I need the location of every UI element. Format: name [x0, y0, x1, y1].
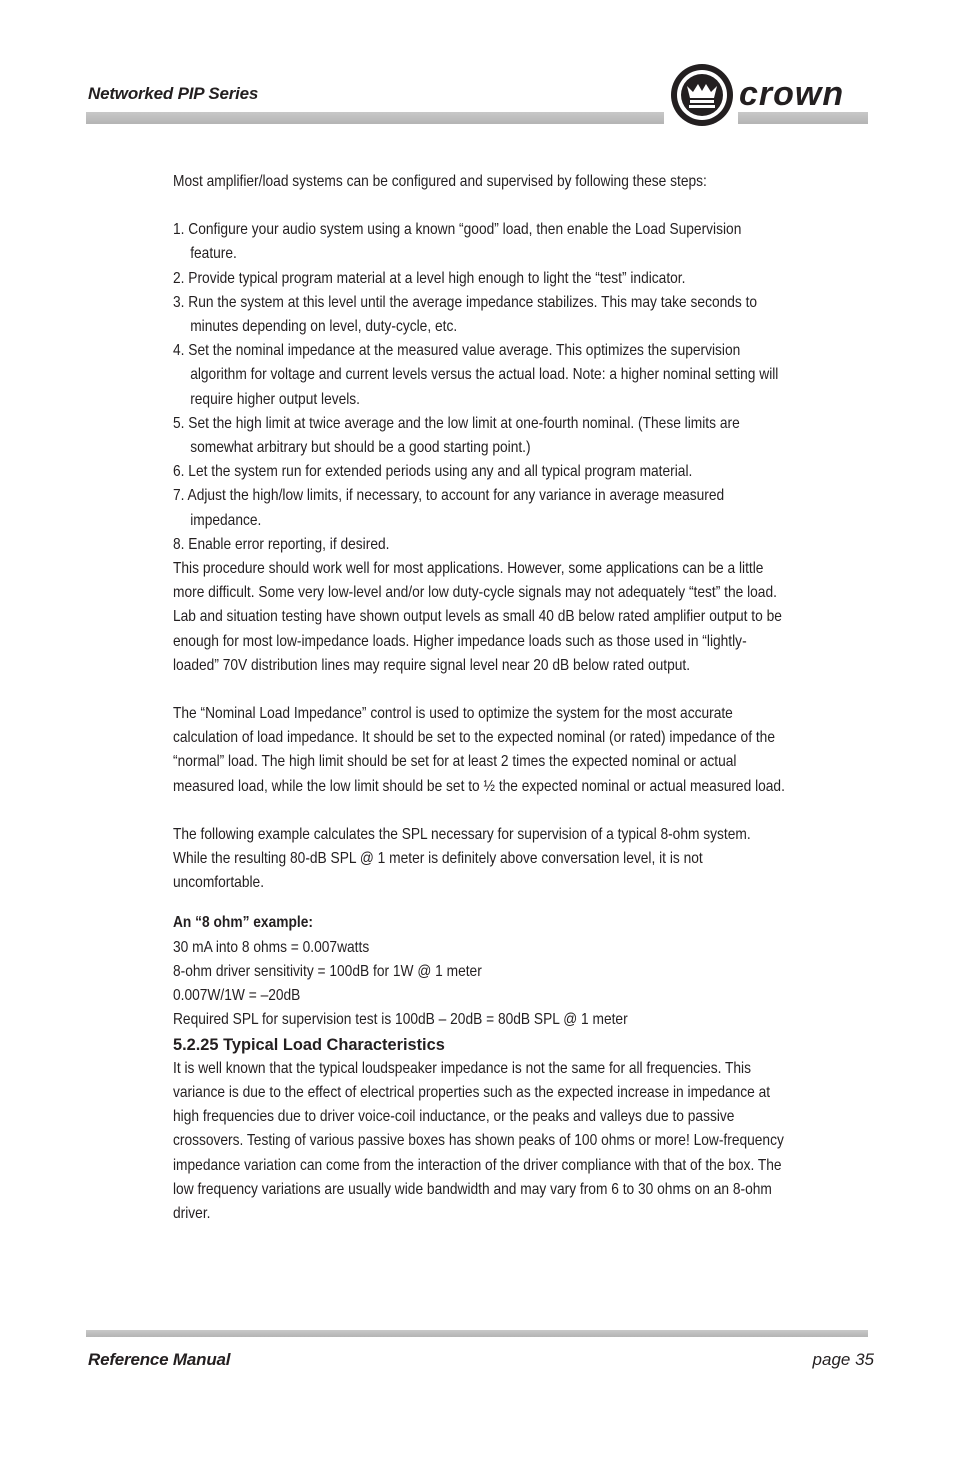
section-body: It is well known that the typical loudspeaker impedance is not the same for all frequencies. This variance is due to the effect of electrical properties such as the expected increase in impedance at high frequencies due to driver voice-coil inductance, or the peaks and valleys due to passive crossovers. Testing of various passive boxes has shown peaks of 100 ohms or more! Low-frequency impedance variation can come from the interaction of the driver compliance with that of the box. The low frequency variations are usually wide bandwidth and may vary from 6 to 30 ohms on an 8-ohm driver. — [173, 1059, 784, 1222]
list-item: 3. Run the system at this level until the average impedance stabilizes. This may take seconds to minutes depending on level, duty-cycle, etc. — [173, 293, 758, 336]
example-line: Required SPL for supervision test is 100dB – 20dB = 80dB SPL @ 1 meter — [173, 1011, 628, 1029]
page-body — [173, 170, 785, 1226]
nominal-paragraph: The “Nominal Load Impedance” control is used to optimize the system for the most accurate calculation of load impedance. It should be set to the expected nominal (or rated) impedance of the “normal” load. The high limit should be set for at least 2 times the expected nominal or actual measured load, while the low limit should be set to ½ the expected nominal or actual measured load. — [173, 705, 785, 795]
procedure-paragraph: This procedure should work well for most applications. However, some applications can be a little more difficult. Some very low-level and/or low duty-cycle signals may not adequately “test” the load. Lab and situation testing have shown output levels as small 40 dB below rated amplifier output to be enough for most low-impedance loads. Higher impedance loads such as those used in “lightly-loaded” 70V distribution lines may require signal level near 20 dB below rated output. — [173, 560, 782, 674]
example-heading: An “8 ohm” example: — [173, 914, 313, 932]
list-item: 6. Let the system run for extended periods using any and all typical program material. — [173, 463, 693, 481]
example-line: 8-ohm driver sensitivity = 100dB for 1W @ 1 meter — [173, 962, 482, 980]
list-item: 4. Set the nominal impedance at the measured value average. This optimizes the supervision algorithm for voltage and current levels versus the actual load. Note: a higher nominal setting will require higher output levels. — [173, 342, 779, 408]
footer-manual-title: Reference Manual — [88, 1350, 231, 1369]
example-line: 0.007W/1W = –20dB — [173, 987, 301, 1005]
list-item: 8. Enable error reporting, if desired. — [173, 535, 390, 553]
example-line: 30 mA into 8 ohms = 0.007watts — [173, 938, 370, 956]
header-title: Networked PIP Series — [88, 84, 259, 103]
example-intro-paragraph: The following example calculates the SPL necessary for supervision of a typical 8-ohm system. While the resulting 80-dB SPL @ 1 meter is definitely above conversation level, it is not uncomfortable. — [173, 825, 751, 892]
header-rule-left — [86, 112, 664, 124]
section-heading: 5.2.25 Typical Load Characteristics — [173, 1034, 445, 1054]
list-item: 7. Adjust the high/low limits, if necessary, to account for any variance in average measured impedance. — [173, 487, 725, 529]
steps-list — [173, 218, 785, 557]
intro-paragraph: Most amplifier/load systems can be configured and supervised by following these steps: — [173, 173, 707, 190]
list-item: 2. Provide typical program material at a level high enough to light the “test” indicator. — [173, 269, 686, 287]
list-item: 1. Configure your audio system using a known “good” load, then enable the Load Supervision feature. — [173, 221, 742, 263]
crown-logo-wordmark: crown — [739, 75, 845, 113]
footer-rule — [86, 1330, 868, 1337]
page-number: page 35 — [812, 1350, 874, 1369]
crown-logo — [665, 60, 875, 130]
list-item: 5. Set the high limit at twice average and the low limit at one-fourth nominal. (These limits are somewhat arbitrary but should be a good starting point.) — [173, 414, 740, 457]
